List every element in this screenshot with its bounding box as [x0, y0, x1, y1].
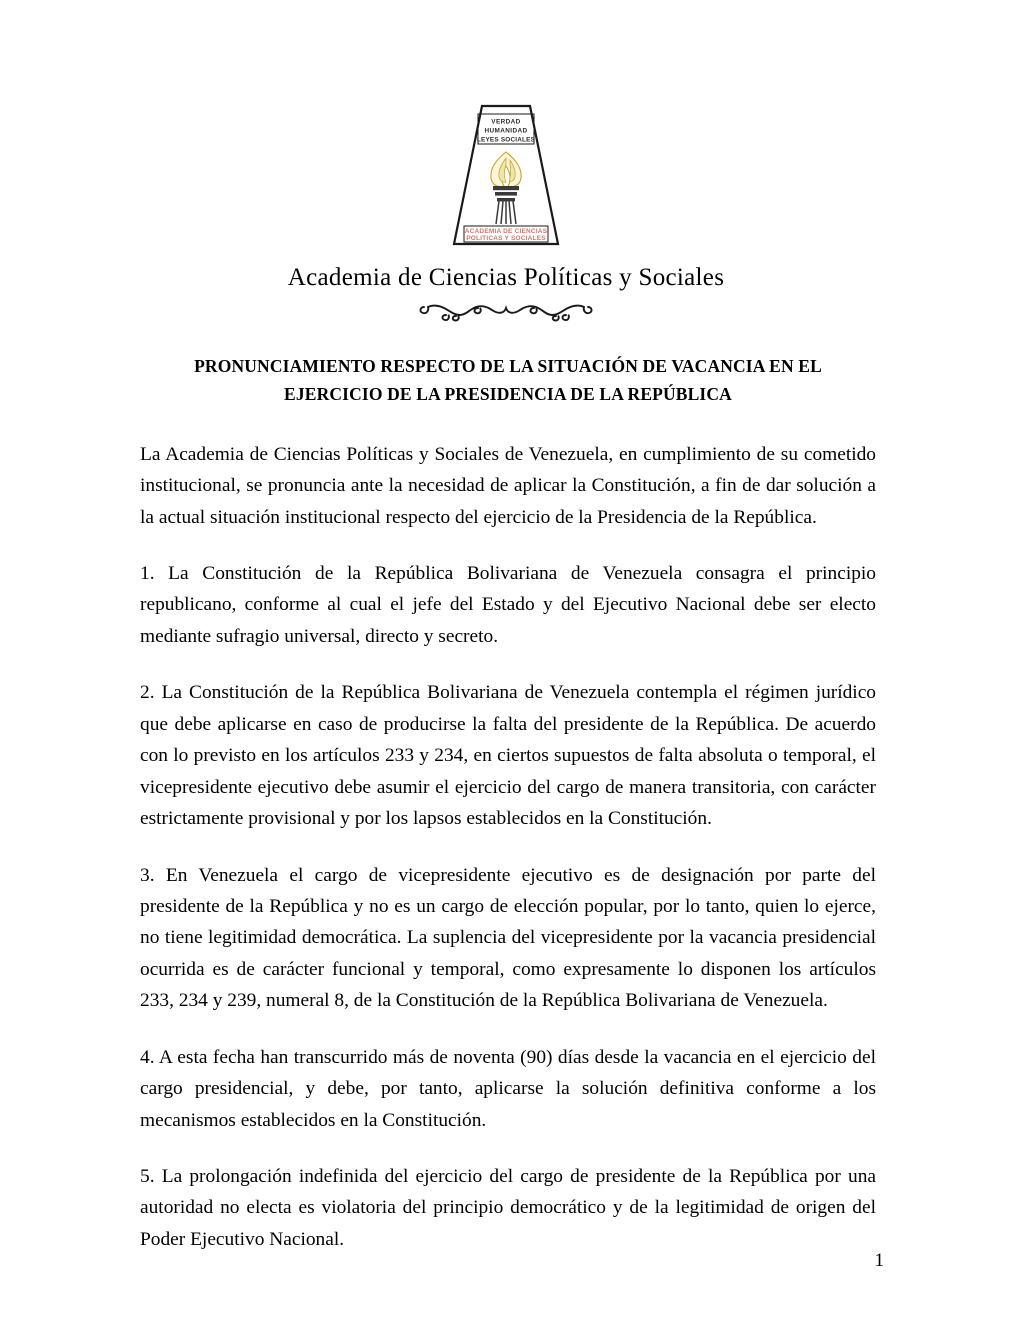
paragraph-item-2: 2. La Constitución de la República Bolivariana de Venezuela contempla el régimen jurídico que debe aplicarse en caso de producirse la falta del presidente de la República. De acuerdo con lo previsto en los artículos 233 y 234, en ciertos supuestos de falta absoluta o temporal, el vicepresidente ejecutivo debe asumir el ejercicio del cargo de manera transitoria, con carácter estrictamente provisional y por los lapsos establecidos en la Constitución. [140, 682, 876, 830]
document-title-line-2: EJERCICIO DE LA PRESIDENCIA DE LA REPÚBLICA [284, 384, 732, 405]
paragraph-item-3: 3. En Venezuela el cargo de vicepresidente ejecutivo es de designación por parte del presidente de la República y no es un cargo de elección popular, por lo tanto, quien lo ejerce, no tiene legitimidad democrática. La suplencia del vicepresidente por la vacancia presidencial ocurrida es de carácter funcional y temporal, como expresamente lo disponen los artículos 233, 234 y 239, numeral 8, de la Constitución de la República Bolivariana de Venezuela. [140, 864, 876, 1012]
decorative-flourish-icon [416, 296, 596, 324]
svg-text:POLITICAS Y SOCIALES: POLITICAS Y SOCIALES [466, 235, 546, 243]
paragraph-item-4: 4. A esta fecha han transcurrido más de noventa (90) días desde la vacancia en el ejercicio del cargo presidencial, y debe, por tanto, aplicarse la solución definitiva conforme a los mecanismos establecidos en la Constitución. [140, 1046, 876, 1131]
academy-crest-icon [446, 100, 566, 250]
document-title [140, 352, 876, 409]
document-content [140, 352, 876, 1255]
svg-text:ACADEMIA DE CIENCIAS: ACADEMIA DE CIENCIAS [464, 227, 548, 235]
svg-text:HUMANIDAD: HUMANIDAD [484, 127, 528, 135]
academy-name: Academia de Ciencias Políticas y Sociales [287, 264, 725, 291]
page-number: 1 [874, 1250, 884, 1271]
paragraph-item-1: 1. La Constitución de la República Bolivariana de Venezuela consagra el principio republicano, conforme al cual el jefe del Estado y del Ejecutivo Nacional debe ser electo mediante sufragio universal, directo y secreto. [140, 563, 876, 647]
document-body [140, 439, 876, 1256]
document-masthead [0, 0, 1012, 324]
paragraph-intro: La Academia de Ciencias Políticas y Sociales de Venezuela, en cumplimiento de su cometido institucional, se pronuncia ante la necesidad de aplicar la Constitución, a fin de dar solución a la actual situación institucional respecto del ejercicio de la Presidencia de la República. [140, 443, 876, 528]
svg-text:VERDAD: VERDAD [491, 118, 521, 126]
document-title-line-1: PRONUNCIAMIENTO RESPECTO DE LA SITUACIÓN DE VACANCIA EN EL [194, 356, 822, 376]
svg-text:LEYES SOCIALES: LEYES SOCIALES [476, 136, 536, 144]
paragraph-item-5: 5. La prolongación indefinida del ejercicio del cargo de presidente de la República por una autoridad no electa es violatoria del principio democrático y de la legitimidad de origen del Poder Ejecutivo Nacional. [140, 1166, 876, 1250]
